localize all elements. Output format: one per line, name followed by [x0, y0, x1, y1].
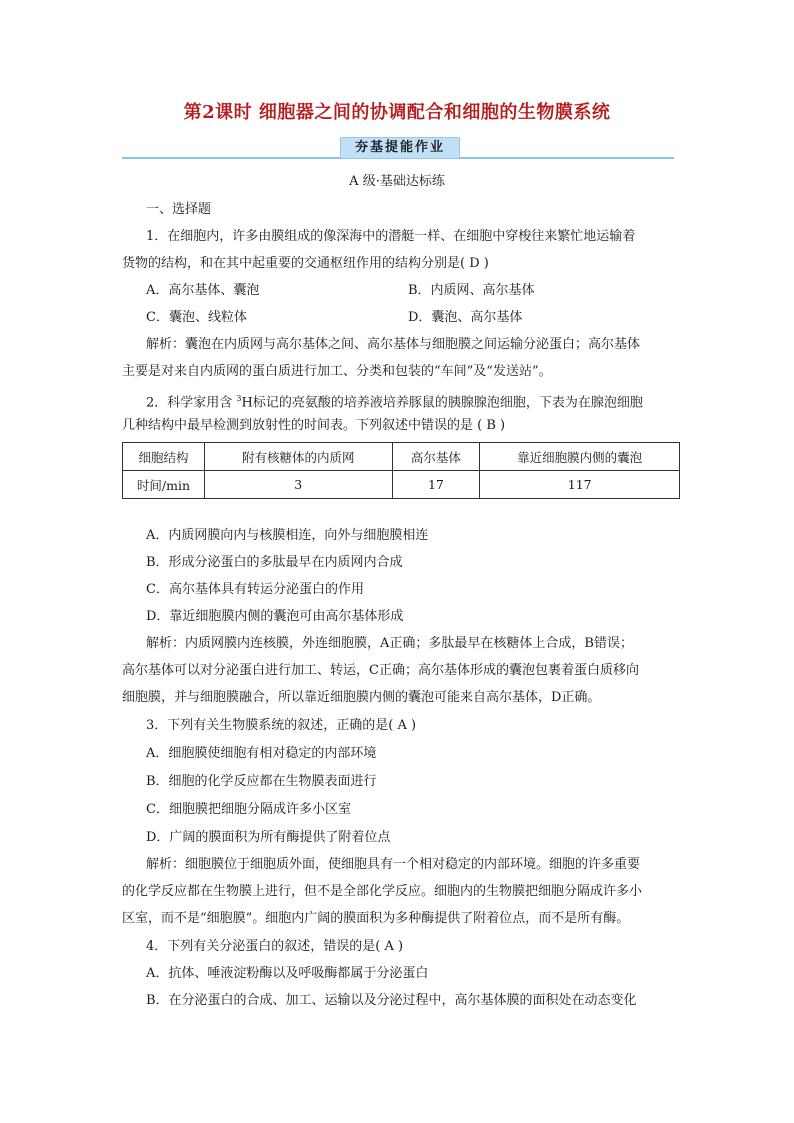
table-cell: 17 [392, 471, 480, 499]
table-header-cell: 细胞结构 [123, 443, 205, 471]
table-cell: 3 [204, 471, 392, 499]
q2-stem-line2: 几种结构中最早检测到放射性的时间表。下列叙述中错误的是 ( B ) [122, 418, 506, 433]
timing-table [122, 442, 680, 499]
q2-option-b: B．形成分泌蛋白的多肽最早在内质网内合成 [146, 555, 403, 570]
table-header-cell: 高尔基体 [392, 443, 480, 471]
section-heading: 一、选择题 [146, 202, 212, 217]
q2-analysis-line2: 高尔基体可以对分泌蛋白进行加工、转运，C正确；高尔基体形成的囊泡包裹着蛋白质移向 [122, 663, 639, 678]
q2-stem-superscript: 3 [236, 394, 242, 403]
q3-stem: 3．下列有关生物膜系统的叙述，正确的是( A ) [146, 718, 417, 733]
q2-stem-part1: 2．科学家用含 [146, 395, 237, 411]
q4-option-b: B．在分泌蛋白的合成、加工、运输以及分泌过程中，高尔基体膜的面积处在动态变化 [146, 993, 637, 1008]
q2-stem-line1 [146, 390, 706, 412]
q3-option-d: D．广阔的膜面积为所有酶提供了附着位点 [146, 830, 391, 845]
q2-analysis-line1: 解析：内质网膜内连核膜，外连细胞膜，A正确；多肽最早在核糖体上合成，B错误； [146, 636, 633, 651]
q3-option-b: B．细胞的化学反应都在生物膜表面进行 [146, 774, 377, 789]
banner-label: 夯基提能作业 [340, 137, 460, 159]
table-header-cell: 靠近细胞膜内侧的囊泡 [480, 443, 680, 471]
page-title: 第2课时 细胞器之间的协调配合和细胞的生物膜系统 [183, 102, 611, 123]
q4-option-a: A．抗体、唾液淀粉酶以及呼吸酶都属于分泌蛋白 [146, 966, 429, 981]
q3-option-c: C．细胞膜把细胞分隔成许多小区室 [146, 802, 351, 817]
q2-analysis-line3: 细胞膜，并与细胞膜融合，所以靠近细胞膜内侧的囊泡可能来自高尔基体，D正确。 [122, 690, 601, 705]
q3-option-a: A．细胞膜使细胞有相对稳定的内部环境 [146, 746, 377, 761]
q1-analysis-line1: 解析：囊泡在内质网与高尔基体之间、高尔基体与细胞膜之间运输分泌蛋白；高尔基体 [146, 337, 641, 352]
q2-stem-part2: H标记的亮氨酸的培养液培养豚鼠的胰腺腺泡细胞，下表为在腺泡细胞 [241, 395, 643, 411]
banner-section [122, 136, 674, 162]
q4-stem: 4．下列有关分泌蛋白的叙述，错误的是( A ) [146, 939, 404, 954]
q3-analysis-line3: 区室，而不是“细胞膜”。细胞内广阔的膜面积为多种酶提供了附着位点，而不是所有酶。 [122, 911, 630, 926]
q1-analysis-line2: 主要是对来自内质网的蛋白质进行加工、分类和包装的“车间”及“发送站”。 [122, 364, 552, 379]
q3-analysis-line1: 解析：细胞膜位于细胞质外面，使细胞具有一个相对稳定的内部环境。细胞的许多重要 [146, 857, 641, 872]
q2-option-a: A．内质网膜向内与核膜相连，向外与细胞膜相连 [146, 528, 429, 543]
q1-option-c: C．囊泡、线粒体 [146, 310, 247, 325]
q1-stem-line2: 货物的结构，和在其中起重要的交通枢纽作用的结构分别是( D ) [122, 256, 489, 271]
level-heading: A 级·基础达标练 [349, 174, 445, 189]
q1-stem-line1: 1．在细胞内，许多由膜组成的像深海中的潜艇一样、在细胞中穿梭往来繁忙地运输着 [146, 229, 636, 244]
table-row [123, 471, 680, 499]
q1-option-a: A．高尔基体、囊泡 [146, 283, 260, 298]
table-header-row [123, 443, 680, 471]
q3-analysis-line2: 的化学反应都在生物膜上进行，但不是全部化学反应。细胞内的生物膜把细胞分隔成许多小 [122, 884, 643, 899]
q2-option-c: C．高尔基体具有转运分泌蛋白的作用 [146, 582, 364, 597]
table-header-cell: 附有核糖体的内质网 [204, 443, 392, 471]
table-cell: 117 [480, 471, 680, 499]
q1-option-b: B．内质网、高尔基体 [408, 283, 535, 298]
q2-option-d: D．靠近细胞膜内侧的囊泡可由高尔基体形成 [146, 609, 404, 624]
q1-option-d: D．囊泡、高尔基体 [408, 310, 523, 325]
table-cell: 时间/min [123, 471, 205, 499]
